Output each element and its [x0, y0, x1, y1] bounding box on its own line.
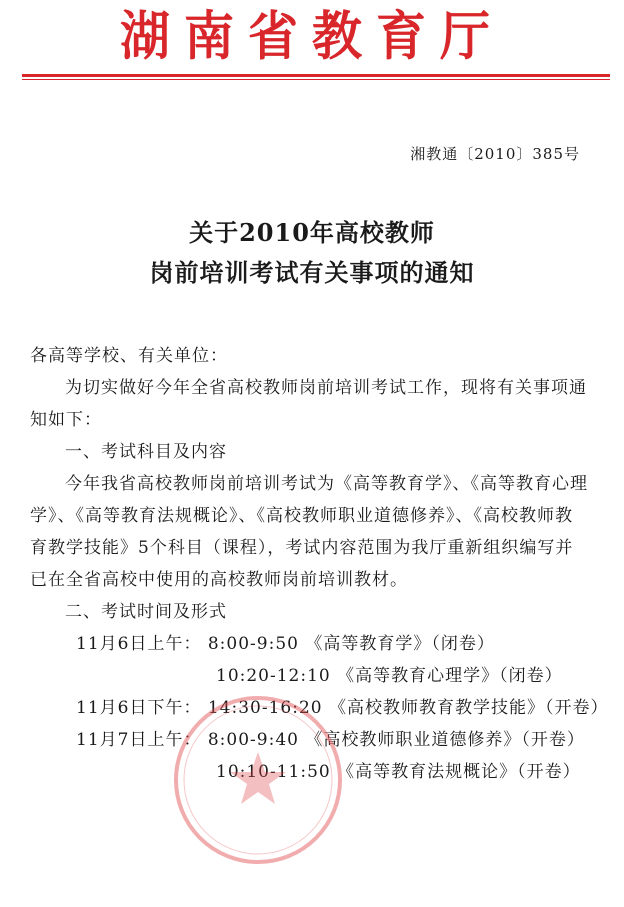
title-line-1: 关于2010年高校教师 [189, 218, 435, 247]
schedule-day: 11月6日上午： [76, 634, 202, 654]
schedule-time: 8:00-9:50 [207, 634, 299, 654]
schedule-day: 11月6日下午： [76, 698, 202, 718]
intro-paragraph: 为切实做好今年全省高校教师岗前培训考试工作，现将有关事项通知如下： [30, 378, 587, 430]
section-1-paragraph: 今年我省高校教师岗前培训考试为《高等教育学》、《高等教育心理学》、《高等教育法规概论》、《高校教师职业道德修养》、《高校教师教育教学技能》5个科目（课程），考试内容范围为我厅重新组织编写并已在全省高校中使用的高校教师岗前培训教材。 [30, 474, 588, 590]
schedule-row [30, 660, 590, 692]
schedule-course: 《高校教师教育教学技能》（开卷） [329, 698, 609, 718]
document-number: 湘教通〔2010〕385号 [410, 145, 580, 163]
section-2-heading: 二、考试时间及形式 [65, 602, 227, 622]
schedule-row [30, 692, 609, 724]
schedule-day: 11月7日上午： [76, 730, 202, 750]
document-title [0, 213, 624, 293]
agency-name: 湖南省教育厅 [120, 4, 504, 67]
schedule-row [30, 628, 590, 660]
document-body [30, 340, 609, 788]
letterhead-rule-thin [22, 79, 610, 80]
schedule-course: 《高校教师职业道德修养》（开卷） [305, 730, 585, 750]
section-1-heading: 一、考试科目及内容 [65, 442, 227, 462]
schedule-time: 8:00-9:40 [207, 730, 299, 750]
schedule-row [30, 724, 590, 756]
schedule-course: 《高等教育法规概论》（开卷） [337, 762, 581, 782]
schedule-time: 14:30-16:20 [207, 698, 323, 718]
schedule-time: 10:20-12:10 [216, 666, 331, 686]
schedule-time: 10:10-11:50 [216, 762, 331, 782]
schedule-course: 《高等教育心理学》（闭卷） [337, 666, 563, 686]
schedule-course: 《高等教育学》（闭卷） [305, 634, 495, 654]
letterhead-rule-thick [22, 74, 610, 77]
salutation: 各高等学校、有关单位： [30, 346, 228, 366]
letterhead [0, 0, 624, 72]
schedule-row [30, 756, 590, 788]
title-line-2: 岗前培训考试有关事项的通知 [149, 258, 475, 287]
